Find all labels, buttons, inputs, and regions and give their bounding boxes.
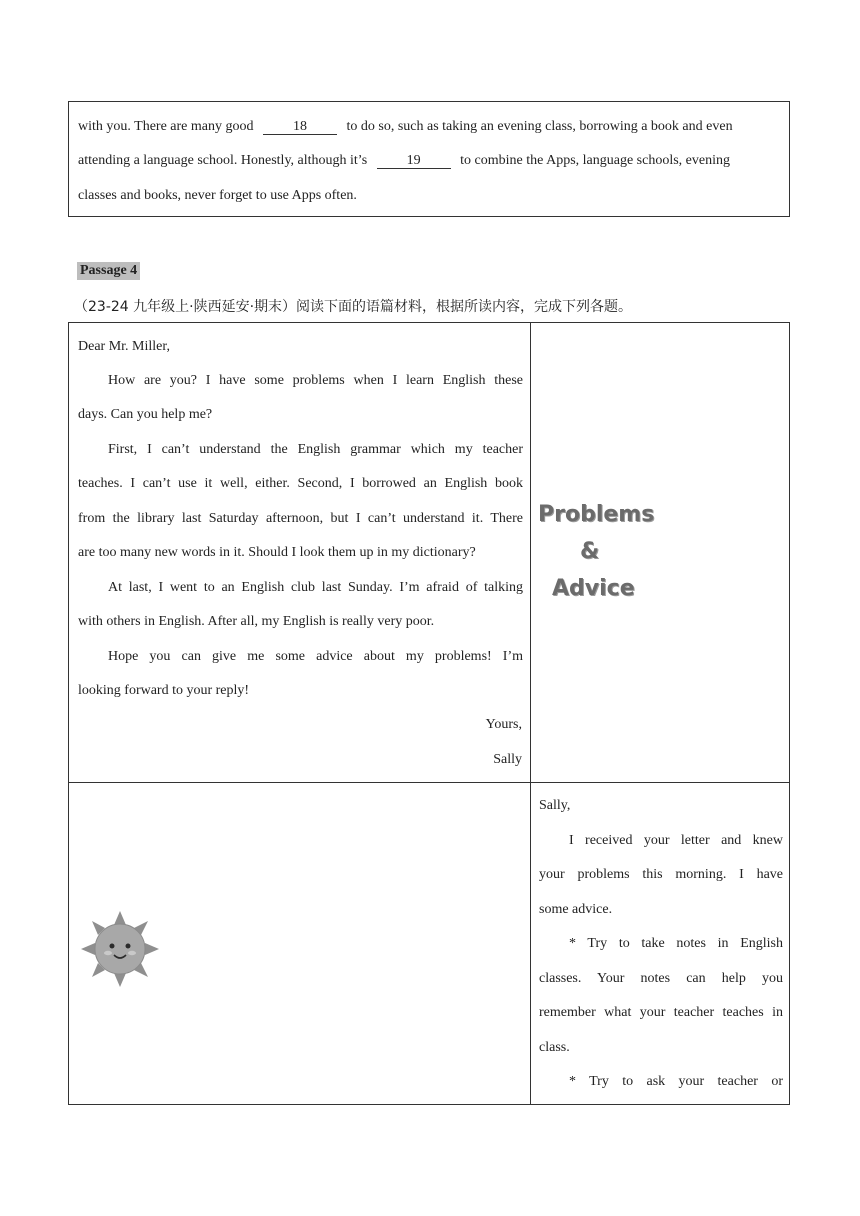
reply-line: your problems this morning. I have	[539, 867, 783, 882]
passage-source-instruction: （23-24 九年级上·陕西延安·期末）阅读下面的语篇材料，根据所读内容，完成下列各题。	[74, 299, 633, 315]
table-divider	[530, 782, 531, 1105]
reply-line: class.	[539, 1040, 570, 1055]
text-segment: with you. There are many good	[78, 119, 254, 134]
letter-line: teaches. I can’t use it well, either. Second, I borrowed an English book	[78, 476, 523, 491]
problems-word: Problems	[538, 502, 655, 527]
letter-line: At last, I went to an English club last Sunday. I’m afraid of talking	[108, 580, 523, 595]
letter-line: Hope you can give me some advice about my problems! I’m	[108, 649, 523, 664]
reply-line: remember what your teacher teaches in	[539, 1005, 783, 1020]
passage-heading: Passage 4	[77, 262, 140, 280]
letter-closing: Yours,	[485, 717, 522, 732]
table-divider	[530, 322, 531, 782]
table-divider	[68, 782, 790, 783]
blank-19[interactable]: 19	[377, 154, 451, 169]
passage4-table	[68, 322, 790, 1105]
ampersand: &	[580, 539, 600, 564]
letter-line: days. Can you help me?	[78, 407, 213, 422]
blank-18[interactable]: 18	[263, 120, 337, 135]
reply-line: classes. Your notes can help you	[539, 971, 783, 986]
letter-line: How are you? I have some problems when I learn English these	[108, 373, 523, 388]
passage3-line-3: classes and books, never forget to use Apps often.	[78, 188, 357, 203]
letter-line: looking forward to your reply!	[78, 683, 250, 698]
text-segment: attending a language school. Honestly, although it’s	[78, 153, 368, 168]
reply-line: I received your letter and knew	[569, 833, 783, 848]
letter-greeting: Dear Mr. Miller,	[78, 339, 170, 354]
letter-line: First, I can’t understand the English grammar which my teacher	[108, 442, 523, 457]
passage3-line-2	[78, 153, 730, 169]
reply-line: * Try to ask your teacher or	[569, 1074, 783, 1089]
letter-line: are too many new words in it. Should I look them up in my dictionary?	[78, 545, 476, 560]
letter-line: from the library last Saturday afternoon, but I can’t understand it. There	[78, 511, 523, 526]
reply-line: some advice.	[539, 902, 613, 917]
passage3-line-1	[78, 119, 733, 135]
reply-greeting: Sally,	[539, 798, 571, 813]
advice-word: Advice	[552, 576, 635, 601]
sun-icon	[79, 909, 161, 989]
letter-line: with others in English. After all, my English is really very poor.	[78, 614, 435, 629]
letter-signature: Sally	[493, 752, 522, 767]
text-segment: to combine the Apps, language schools, evening	[460, 153, 730, 168]
reply-line: * Try to take notes in English	[569, 936, 783, 951]
text-segment: to do so, such as taking an evening class, borrowing a book and even	[346, 119, 733, 134]
